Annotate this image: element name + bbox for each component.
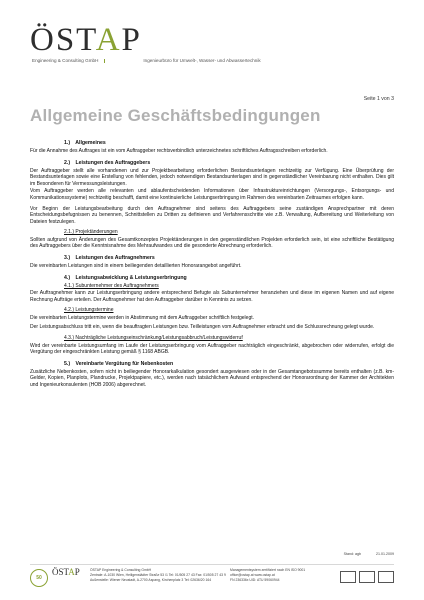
subsection-heading-2-1: 2.1.) Projektänderungen [64,229,118,236]
paragraph: Die vereinbarten Leistungstermine werden in Abstimmung mit dem Auftraggeber schriftlich festgelegt. [30,314,255,321]
paragraph: Der Leistungsabschluss tritt ein, wenn die beauftragten Leistungen bzw. Teilleistungen vom Auftragnehmer erbracht und die Schlussrechnung gelegt wurde. [30,324,375,331]
subsection-heading-4-1: 4.1.) Subunternehmer des Auftragnehmers [64,282,159,289]
paragraph: Für die Annahme des Auftrages ist ein vom Auftraggeber rechtsverbindlich unterzeichnetes schriftliches Auftragsschreiben erforderlich. [30,148,328,154]
paragraph: Die vereinbarten Leistungen sind in einem beiliegenden detaillierten Honorarangebot angeführt. [30,263,242,270]
page-number: Seite 1 von 3 [363,96,394,102]
logo-wordmark: ÖSTAP [30,22,142,58]
logo-tagline: Engineering & Consulting GmbH Ingenieurbüro für Umwelt-, Wasser- und Abwassertechnik [32,58,261,63]
certification-logo-icon [359,571,375,583]
section-heading-1: 1.) Allgemeines [64,140,106,146]
section-heading-4: 4.) Leistungsabwicklung & Leistungserbringung [64,274,187,281]
page-title: Allgemeine Geschäftsbedingungen [30,106,321,125]
section-heading-3: 3.) Leistungen des Auftragnehmers [64,255,155,262]
certification-logo-icon [378,571,394,583]
paragraph: Vor Beginn der Leistungsbearbeitung durch den Auftragnehmer sind seitens des Auftraggebers seine zuständigen Ansprechpartner mit deren Entscheidungsbefugnissen zu benennen, Schnittstellen zu Dritten zu definieren und Verfahrensschritte wie z.B. Verwaltung, Aufbereitung und Weiterleitung von Dateien festzulegen. [30,205,394,225]
paragraph: Wird der vereinbarte Leistungsumfang im Laufe der Leistungserbringung vom Auftraggeber nachträglich eingeschränkt, abgebrochen oder widerrufen, erfolgt die Vergütung der eingeschränkten Leistung gemäß § 1168 ABGB. [30,342,394,356]
paragraph: Der Auftragnehmer kann zur Leistungserbringung andere entsprechend Befugte als Subunternehmer heranziehen und diese im eigenen Namen und auf eigene Rechnung Aufträge erteilen. Der Auftragnehmer hat den Auftraggeber darüber in Kenntnis zu setzen. [30,290,394,303]
page-footer [30,564,394,587]
document-date: 21.01.2009 [376,552,394,556]
certification-logo-icon [340,571,356,583]
document-meta [330,552,394,556]
document-body [30,140,394,388]
footer-contact: Managementsystem zertifiziert nach EN ISO 9001 office@ostap.at www.ostap.at FN 236336x UID: ATU 59060944 [230,568,306,582]
subsection-heading-4-3: 4.3.) Nachträgliche Leistungseinschränkung/Leistungsabbruch/Leistungswiderruf [64,335,243,341]
section-heading-2: 2.) Leistungen des Auftraggebers [64,159,151,166]
company-logo [30,22,261,63]
footer-logo: ÖSTAP [52,567,80,577]
document-version: Stand: agb [343,552,361,556]
subsection-heading-4-2: 4.2.) Leistungstermine [64,307,114,314]
paragraph: Zusätzliche Nebenkosten, sofern nicht in beiliegender Honorarkalkulation gesondert ausgewiesen oder in der Gesamtangebotssumme bereits enthalten (z.B. km-Gelder, Kopien, Planplots, Plandrucke, Projektpapiere, etc.), werden nach tatsächlichem Aufwand entsprechend der Honorarordnung der Kammer der Architekten und Ingenieurkonsulenten (HOB 2006) abgerechnet. [30,368,394,388]
paragraph: Der Auftraggeber stellt alle vorhandenen und zur Projektbearbeitung erforderlichen Bestandsunterlagen rechtzeitig zur Verfügung. Eine Überprüfung der Bestandsunterlagen sowie eine Erstellung von fehlenden, jedoch notwendigen Bestandsunterlagen sind in gegenständlicher Vereinbarung nicht enthalten. Dies gilt im Besonderen für Vermessungsleistungen. [30,167,394,187]
paragraph: Vom Auftraggeber werden alle relevanten und ablaufentscheidenden Informationen über Infrastruktureinrichtungen (Versorgungs-, Entsorgungs- und Kommunikationssysteme) rechtzeitig beschafft, damit eine kontinuierliche Leistungserbringung im Rahmen des vereinbarten Zeitraumes erfolgen kann. [30,188,394,201]
certification-logos [340,571,394,583]
anniversary-seal-icon: 50 [30,569,48,587]
footer-address: ÖSTAP Engineering & Consulting GmbH Zentrale: A-1030 Wien, Heiligenstädter Straße 53 /1 Tel: 01/505 27 43 Fax: 01/505 27 43 9 Außenstelle: Wiener Neustadt, A-2700 Aspang, Kirchenplatz 3 Tel: 02636/20 164 [90,568,226,582]
section-heading-5: 5.) Vereinbarte Vergütung für Nebenkosten [64,360,174,367]
paragraph: Sollten aufgrund von Änderungen des Gesamtkonzeptes Projektänderungen in den gegenständlichen Projekten erforderlich sein, ist eine schriftliche Bestätigung des Auftraggebers über die Kenntnisnahme des Mehraufwandes und die gesonderte Abrechnung erforderlich. [30,236,394,250]
